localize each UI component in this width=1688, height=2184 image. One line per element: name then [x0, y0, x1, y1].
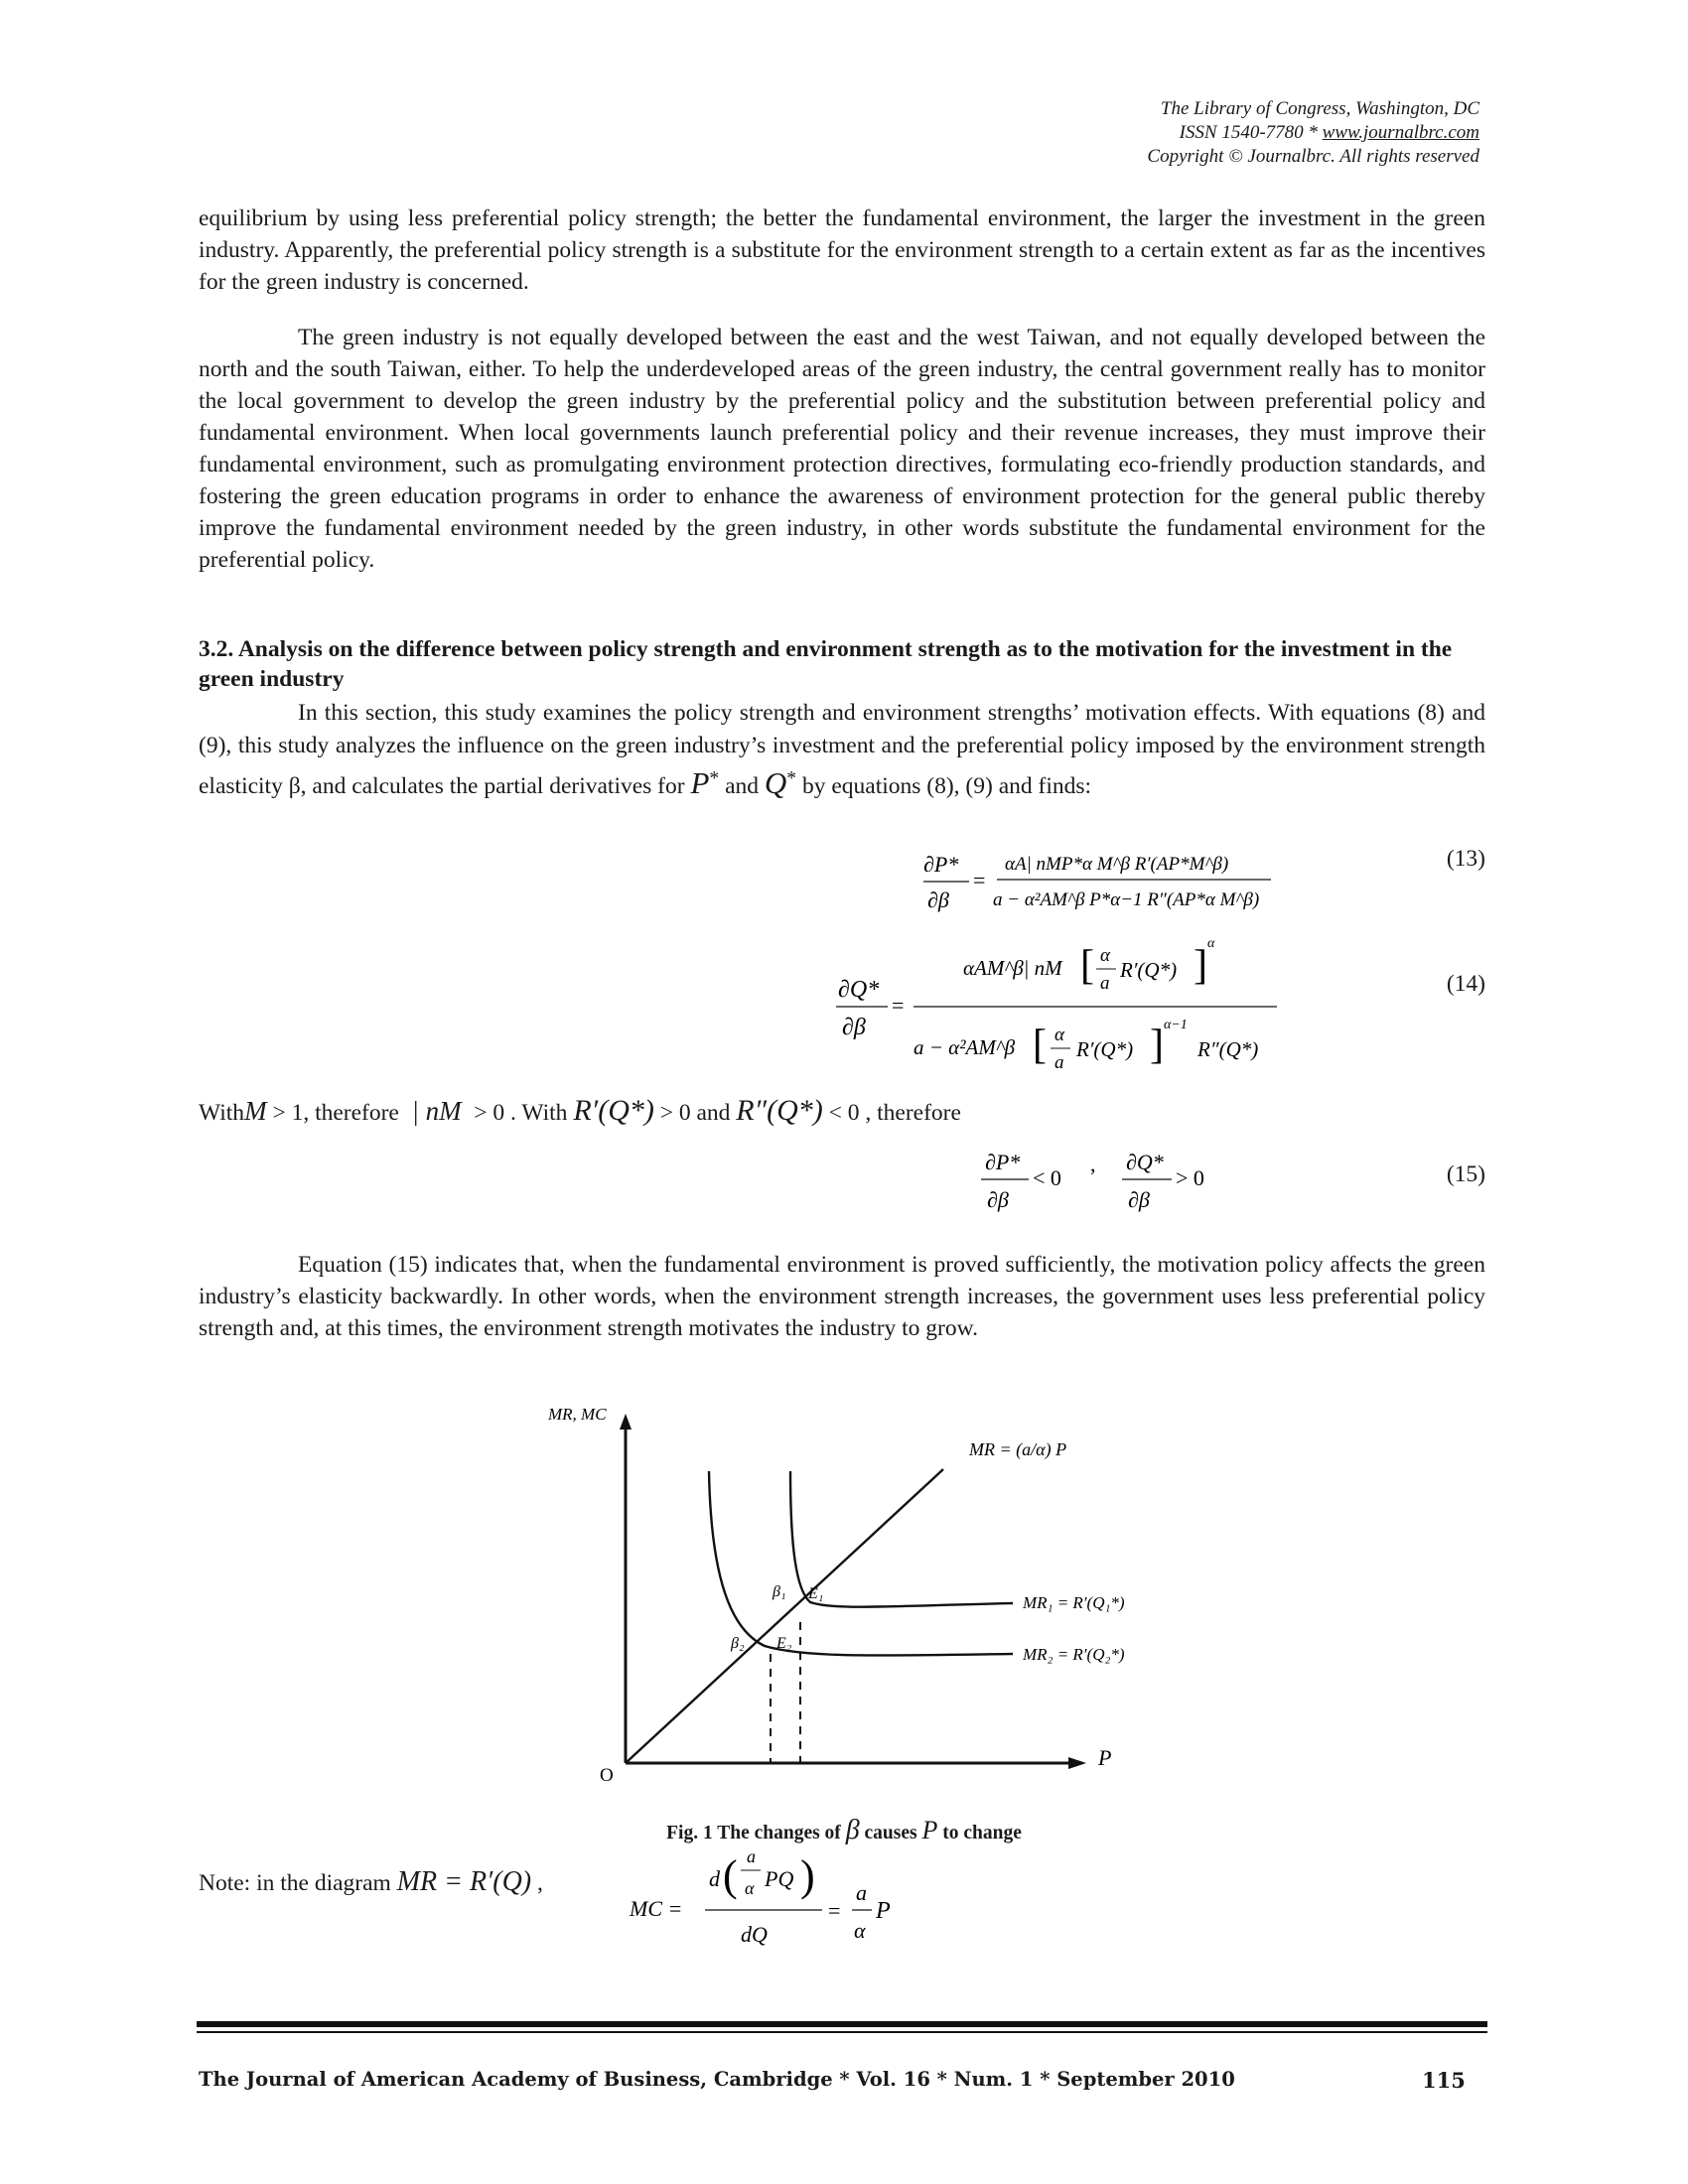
- paragraph-4: Equation (15) indicates that, when the fundamental environment is proved sufficiently, the motivation policy affects the green industry’s elasticity backwardly. In other words, when the environment strength increases, the government uses less preferential policy strength and, at this times, the environment strength motivates the industry to grow.: [199, 1252, 1485, 1341]
- svg-text:> 0: > 0: [1176, 1165, 1204, 1190]
- x-axis-arrow: [1068, 1757, 1086, 1769]
- equation-13: [923, 844, 1281, 923]
- svg-text:∂Q*: ∂Q*: [1126, 1150, 1164, 1174]
- mr2-label: MR₂ = R′(Q₂*): [1023, 1645, 1125, 1664]
- journal-link[interactable]: www.journalbrc.com: [1322, 122, 1479, 143]
- e2-label: E₂: [776, 1635, 792, 1652]
- svg-text:α−1: α−1: [1164, 1018, 1188, 1032]
- caption-beta-symbol: β: [845, 1815, 860, 1845]
- mr-line: [626, 1469, 943, 1763]
- svg-text:R′(Q*): R′(Q*): [1076, 1037, 1134, 1061]
- header-issn: ISSN 1540-7780 * www.journalbrc.com: [1179, 122, 1479, 143]
- e1-label: E₁: [808, 1585, 824, 1602]
- svg-text:∂β: ∂β: [927, 887, 949, 912]
- svg-text:]: ]: [1150, 1023, 1164, 1068]
- footer-journal: The Journal of American Academy of Business, Cambridge * Vol. 16 * Num. 1 * September 2010: [199, 2068, 1235, 2091]
- figure-1: [516, 1400, 1211, 1807]
- running-header: [1147, 97, 1479, 169]
- header-library: The Library of Congress, Washington, DC: [1160, 98, 1479, 119]
- svg-text:R″(Q*): R″(Q*): [1197, 1037, 1259, 1061]
- beta1-label: β₁: [773, 1583, 786, 1600]
- svg-text:=: =: [973, 868, 986, 892]
- svg-text:=: =: [892, 993, 905, 1018]
- svg-text:a: a: [856, 1880, 867, 1905]
- eq13-number: (13): [1446, 846, 1485, 872]
- svg-text:∂β: ∂β: [1128, 1187, 1150, 1212]
- y-axis-label: MR, MC: [548, 1405, 607, 1424]
- svg-text:∂P*: ∂P*: [923, 852, 959, 877]
- svg-text:αAM^β| nM: αAM^β| nM: [963, 956, 1062, 980]
- svg-text:∂P*: ∂P*: [985, 1150, 1021, 1174]
- svg-text:dQ: dQ: [741, 1922, 768, 1947]
- q-star-symbol: Q: [764, 764, 787, 800]
- mr2-curve: [709, 1471, 1013, 1656]
- svg-text:=: =: [828, 1898, 841, 1923]
- svg-text:α: α: [854, 1918, 866, 1943]
- paragraph-2: The green industry is not equally developed between the east and the west Taiwan, and not equally developed between the north and the south Taiwan, either. To help the underdeveloped areas of the green industry, the central government really has to monitor the local government to develop the green industry by the preferential policy and the substitution between preferential policy and fundamental environment. When local governments launch preferential policy and their revenue increases, they must improve their fundamental environment, such as promulgating environment protection directives, formulating eco-friendly production standards, and fostering the green education programs in order to enhance the awareness of environment protection for the general public thereby improve the fundamental environment needed by the green industry, in other words substitute the fundamental environment for the preferential policy.: [199, 325, 1485, 573]
- equation-15: [979, 1142, 1237, 1221]
- svg-text:α: α: [1100, 945, 1110, 966]
- svg-text:[: [: [1033, 1023, 1047, 1068]
- footer-rule-thin: [197, 2031, 1487, 2033]
- x-axis-label: P: [1098, 1745, 1112, 1770]
- svg-text:,: ,: [1090, 1152, 1096, 1176]
- svg-text:∂β: ∂β: [842, 1015, 866, 1040]
- caption-p-symbol: P: [921, 1816, 938, 1844]
- svg-text:PQ: PQ: [765, 1866, 794, 1891]
- svg-text:α: α: [1055, 1024, 1064, 1045]
- condition-line: WithM > 1, therefore | nM > 0 . With R′(Q*) > 0 and R″(Q*) < 0 , therefore: [199, 1094, 961, 1127]
- eq15-number: (15): [1446, 1161, 1485, 1187]
- svg-text:αA| nMP*α M^β R′(AP*M^β): αA| nMP*α M^β R′(AP*M^β): [1005, 854, 1229, 875]
- note-line: Note: in the diagram MR = R′(Q) ,: [199, 1866, 543, 1897]
- figure-1-diagram: [516, 1400, 1211, 1807]
- equation-14: [834, 925, 1291, 1074]
- svg-text:[: [: [1080, 943, 1094, 989]
- mr-line-label: MR = (a/α) P: [969, 1439, 1067, 1459]
- beta2-label: β₂: [731, 1635, 745, 1652]
- svg-text:(: (: [723, 1851, 738, 1900]
- svg-text:): ): [800, 1851, 815, 1900]
- section-heading: 3.2. Analysis on the difference between policy strength and environment strength as to the motivation for the investment in the green industry: [199, 636, 1453, 692]
- mr1-label: MR₁ = R′(Q₁*): [1023, 1593, 1125, 1612]
- svg-text:R′(Q*): R′(Q*): [1120, 958, 1178, 982]
- svg-text:α: α: [745, 1878, 755, 1898]
- header-copyright: Copyright © Journalbrc. All rights reserved: [1147, 146, 1479, 167]
- svg-text:MC =: MC =: [630, 1896, 683, 1921]
- svg-text:∂Q*: ∂Q*: [838, 977, 880, 1003]
- svg-text:< 0: < 0: [1033, 1165, 1061, 1190]
- svg-text:d: d: [709, 1866, 720, 1891]
- svg-text:a: a: [1100, 973, 1110, 994]
- eq14-number: (14): [1446, 971, 1485, 997]
- paragraph-3: In this section, this study examines the policy strength and environment strengths’ motivation effects. With equations (8) and (9), this study analyzes the influence on the green industry’s investment and the preferential policy imposed by the environment strength elasticity β, and calculates the partial derivatives for P* and Q* by equations (8), (9) and finds:: [199, 700, 1485, 800]
- mc-equation: [626, 1835, 904, 1964]
- footer-rule-thick: [197, 2021, 1487, 2027]
- svg-text:α: α: [1207, 936, 1215, 951]
- p-star-symbol: P: [690, 764, 710, 800]
- svg-text:P: P: [876, 1898, 891, 1924]
- svg-text:a: a: [1055, 1052, 1064, 1073]
- svg-text:a − α²AM^β P*α−1 R″(AP*α M^β): a − α²AM^β P*α−1 R″(AP*α M^β): [993, 889, 1260, 910]
- paragraph-1: equilibrium by using less preferential policy strength; the better the fundamental environment, the larger the investment in the green industry. Apparently, the preferential policy strength is a substitute for the environment strength to a certain extent as far as the incentives for the green industry is concerned.: [199, 205, 1485, 295]
- page-number: 115: [1422, 2068, 1466, 2093]
- svg-text:∂β: ∂β: [987, 1187, 1009, 1212]
- figure-caption: Fig. 1 The changes of β causes P to change: [666, 1815, 1022, 1845]
- svg-text:a − α²AM^β: a − α²AM^β: [914, 1035, 1016, 1059]
- svg-text:]: ]: [1194, 943, 1207, 989]
- origin-label: O: [600, 1765, 614, 1786]
- y-axis-arrow: [620, 1414, 632, 1430]
- mr1-curve: [790, 1471, 1013, 1607]
- svg-text:a: a: [747, 1846, 756, 1866]
